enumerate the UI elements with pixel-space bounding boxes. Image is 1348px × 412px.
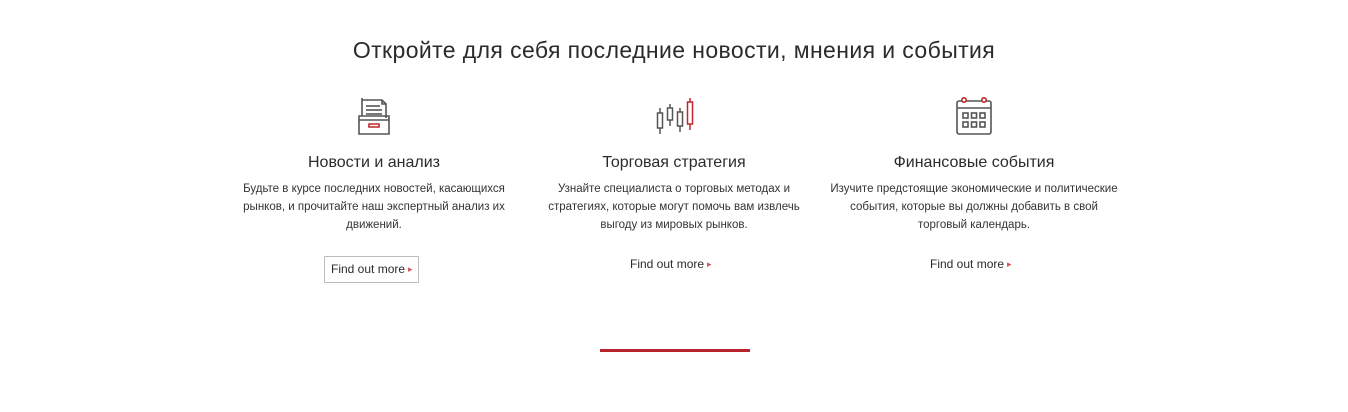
section-title: Откройте для себя последние новости, мнения и события: [352, 37, 996, 63]
feature-title: Торговая стратегия: [602, 154, 746, 171]
feature-description: Изучите предстоящие экономические и политические события, которые вы должны добавить в свой торговый календарь.: [830, 183, 1118, 231]
cta-label: Find out more: [630, 257, 705, 271]
feature-description: Узнайте специалиста о торговых методах и стратегиях, которые могут помочь вам извлечь выгоду из мировых рынков.: [548, 183, 800, 231]
feature-news: [224, 96, 524, 234]
calendar-icon: [954, 96, 994, 136]
chevron-right-icon: ▸: [707, 259, 712, 269]
feature-description: Будьте в курсе последних новостей, касающихся рынков, и прочитайте наш экспертный анализ их движений.: [243, 183, 505, 231]
candlestick-chart-icon: [654, 96, 694, 136]
cta-label: Find out more: [930, 257, 1005, 271]
chevron-right-icon: ▸: [1007, 259, 1012, 269]
find-out-more-events-link[interactable]: [930, 257, 1012, 271]
feature-events: [824, 96, 1124, 234]
section-divider: [600, 349, 750, 352]
find-out-more-news-button[interactable]: [324, 256, 419, 283]
chevron-right-icon: ▸: [408, 264, 413, 274]
news-document-icon: [356, 96, 392, 136]
feature-title: Финансовые события: [893, 154, 1055, 171]
feature-strategy: [524, 96, 824, 234]
cta-label: Find out more: [331, 262, 406, 276]
find-out-more-strategy-link[interactable]: [630, 257, 712, 271]
feature-title: Новости и анализ: [307, 154, 440, 171]
